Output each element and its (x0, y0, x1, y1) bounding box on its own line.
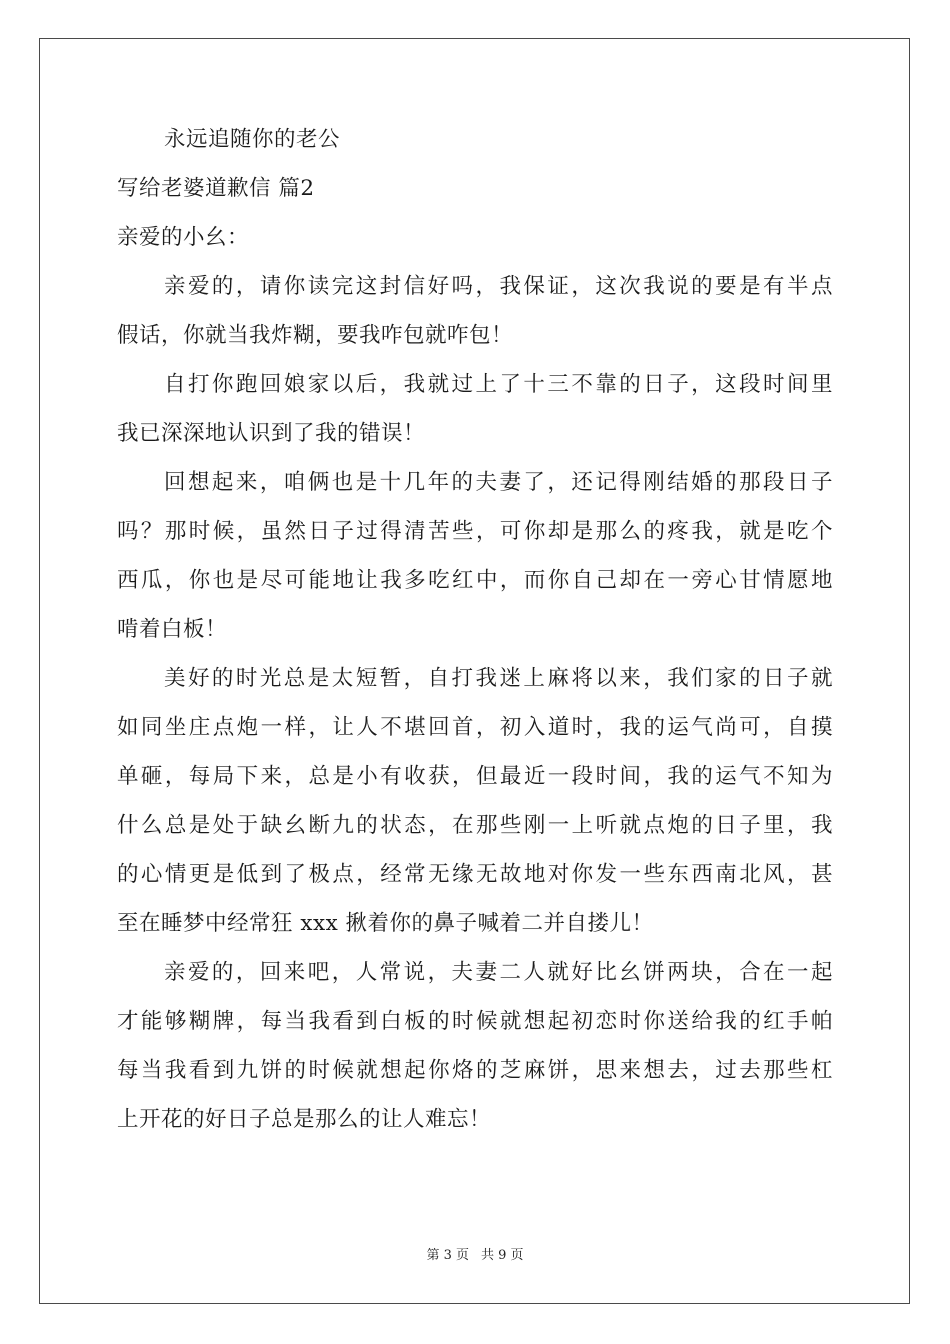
paragraph-line: 每当我看到九饼的时候就想起你烙的芝麻饼，思来想去，过去那些杠 (117, 1058, 833, 1083)
paragraph-line: 至在睡梦中经常狂 xxx 揪着你的鼻子喊着二并自搂儿！ (117, 911, 654, 936)
paragraph-line: 亲爱的，请你读完这封信好吗，我保证，这次我说的要是有半点 (164, 274, 833, 299)
paragraph-line: 我已深深地认识到了我的错误！ (117, 421, 426, 446)
closing-signature: 永远追随你的老公 (164, 127, 341, 152)
page-total: 共 9 页 (481, 1248, 524, 1263)
paragraph-line: 才能够糊牌，每当我看到白板的时候就想起初恋时你送给我的红手帕 (117, 1009, 833, 1034)
document-body (117, 128, 833, 1157)
paragraph-line: 单砸，每局下来，总是小有收获，但最近一段时间，我的运气不知为 (117, 764, 833, 789)
paragraph (117, 961, 833, 1132)
paragraph-line: 什么总是处于缺幺断九的状态，在那些刚一上听就点炮的日子里，我 (117, 813, 833, 838)
paragraph-line: 假话，你就当我炸糊，要我咋包就咋包！ (117, 323, 514, 348)
salutation: 亲爱的小幺： (117, 225, 250, 250)
paragraph-line: 亲爱的，回来吧，人常说，夫妻二人就好比幺饼两块，合在一起 (164, 960, 833, 985)
paragraph (117, 275, 833, 348)
section-title: 写给老婆道歉信 篇2 (117, 176, 315, 201)
paragraph-line: 如同坐庄点炮一样，让人不堪回首，初入道时，我的运气尚可，自摸 (117, 715, 833, 740)
paragraph-line: 回想起来，咱俩也是十几年的夫妻了，还记得刚结婚的那段日子 (164, 470, 833, 495)
paragraph-line: 自打你跑回娘家以后，我就过上了十三不靠的日子，这段时间里 (164, 372, 833, 397)
paragraph-line: 的心情更是低到了极点，经常无缘无故地对你发一些东西南北风，甚 (117, 862, 833, 887)
paragraph (117, 471, 833, 642)
paragraph-line: 上开花的好日子总是那么的让人难忘！ (117, 1107, 492, 1132)
paragraph-line: 吗？那时候，虽然日子过得清苦些，可你却是那么的疼我，就是吃个 (117, 519, 833, 544)
paragraph (117, 667, 833, 936)
paragraph (117, 373, 833, 446)
page-number: 第 3 页 (426, 1248, 469, 1263)
letter-paragraphs (117, 275, 833, 1132)
paragraph-line: 美好的时光总是太短暂，自打我迷上麻将以来，我们家的日子就 (164, 666, 833, 691)
page-footer (0, 1248, 950, 1264)
paragraph-line: 西瓜，你也是尽可能地让我多吃红中，而你自己却在一旁心甘情愿地 (117, 568, 833, 593)
paragraph-line: 啃着白板！ (117, 617, 228, 642)
